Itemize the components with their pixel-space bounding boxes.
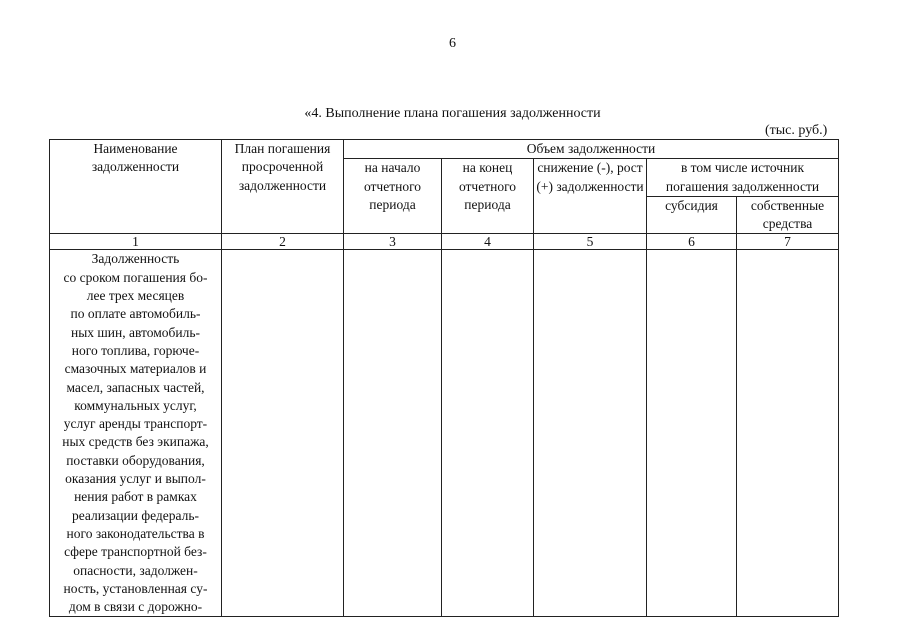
column-number: 6 bbox=[647, 234, 737, 250]
debt-text-line: масел, запасных частей, bbox=[66, 379, 205, 395]
empty-cell bbox=[647, 250, 737, 617]
header-period-end: на конец отчетного периода bbox=[442, 159, 534, 234]
debt-text-line: услуг аренды транспорт- bbox=[63, 416, 208, 432]
header-repayment-plan: План погашения просроченной задолженности bbox=[222, 140, 344, 234]
debt-text-line: реализации федераль- bbox=[71, 507, 200, 523]
empty-cell bbox=[344, 250, 442, 617]
column-number: 3 bbox=[344, 234, 442, 250]
header-period-start: на начало отчетного периода bbox=[344, 159, 442, 234]
empty-cell bbox=[737, 250, 839, 617]
page-number: 6 bbox=[449, 36, 456, 51]
units-label: (тыс. руб.) bbox=[765, 123, 828, 138]
debt-text-line: сфере транспортной без- bbox=[64, 544, 207, 560]
header-own-funds: собственные средства bbox=[737, 196, 839, 234]
debt-text-line: поставки оборудования, bbox=[66, 452, 205, 468]
debt-text-line: дом в связи с дорожно- bbox=[68, 599, 203, 615]
header-repayment-source: в том числе источник погашения задолженности bbox=[647, 159, 839, 197]
debt-text-line: ных средств без экипажа, bbox=[62, 434, 209, 450]
debt-text-line: оказания услуг и выпол- bbox=[65, 471, 206, 487]
header-subsidy: субсидия bbox=[647, 196, 737, 234]
column-number-row bbox=[50, 234, 839, 250]
debt-text-line: ность, установленная су- bbox=[63, 580, 208, 596]
empty-cell bbox=[442, 250, 534, 617]
debt-text-line: Задолженность bbox=[91, 251, 180, 267]
empty-cell bbox=[222, 250, 344, 617]
header-debt-volume: Объем задолженности bbox=[344, 140, 839, 159]
debt-description-cell bbox=[50, 250, 222, 617]
header-debt-name: Наименование задолженности bbox=[50, 140, 222, 234]
table-row bbox=[50, 250, 839, 617]
debt-text-line: опасности, задолжен- bbox=[73, 562, 198, 578]
debt-text-line: смазочных материалов и bbox=[64, 361, 207, 377]
debt-text-line: ного топлива, горюче- bbox=[71, 342, 200, 358]
debt-text-line: по оплате автомобиль- bbox=[70, 306, 201, 322]
empty-cell bbox=[534, 250, 647, 617]
debt-text-line: нения работ в рамках bbox=[74, 489, 197, 505]
column-number: 1 bbox=[50, 234, 222, 250]
debt-text-line: коммунальных услуг, bbox=[74, 397, 197, 413]
debt-text-line: лее трех месяцев bbox=[86, 288, 185, 304]
debt-text-line: ного законодательства в bbox=[66, 525, 205, 541]
column-number: 2 bbox=[222, 234, 344, 250]
column-number: 4 bbox=[442, 234, 534, 250]
column-number: 7 bbox=[737, 234, 839, 250]
section-title: «4. Выполнение плана погашения задолженности bbox=[304, 106, 601, 121]
debt-text-line: ных шин, автомобиль- bbox=[70, 324, 201, 340]
debt-repayment-table bbox=[49, 139, 839, 617]
column-number: 5 bbox=[534, 234, 647, 250]
header-change: снижение (-), рост (+) задолженности bbox=[534, 159, 647, 234]
debt-text-line: со сроком погашения бо- bbox=[63, 269, 208, 285]
